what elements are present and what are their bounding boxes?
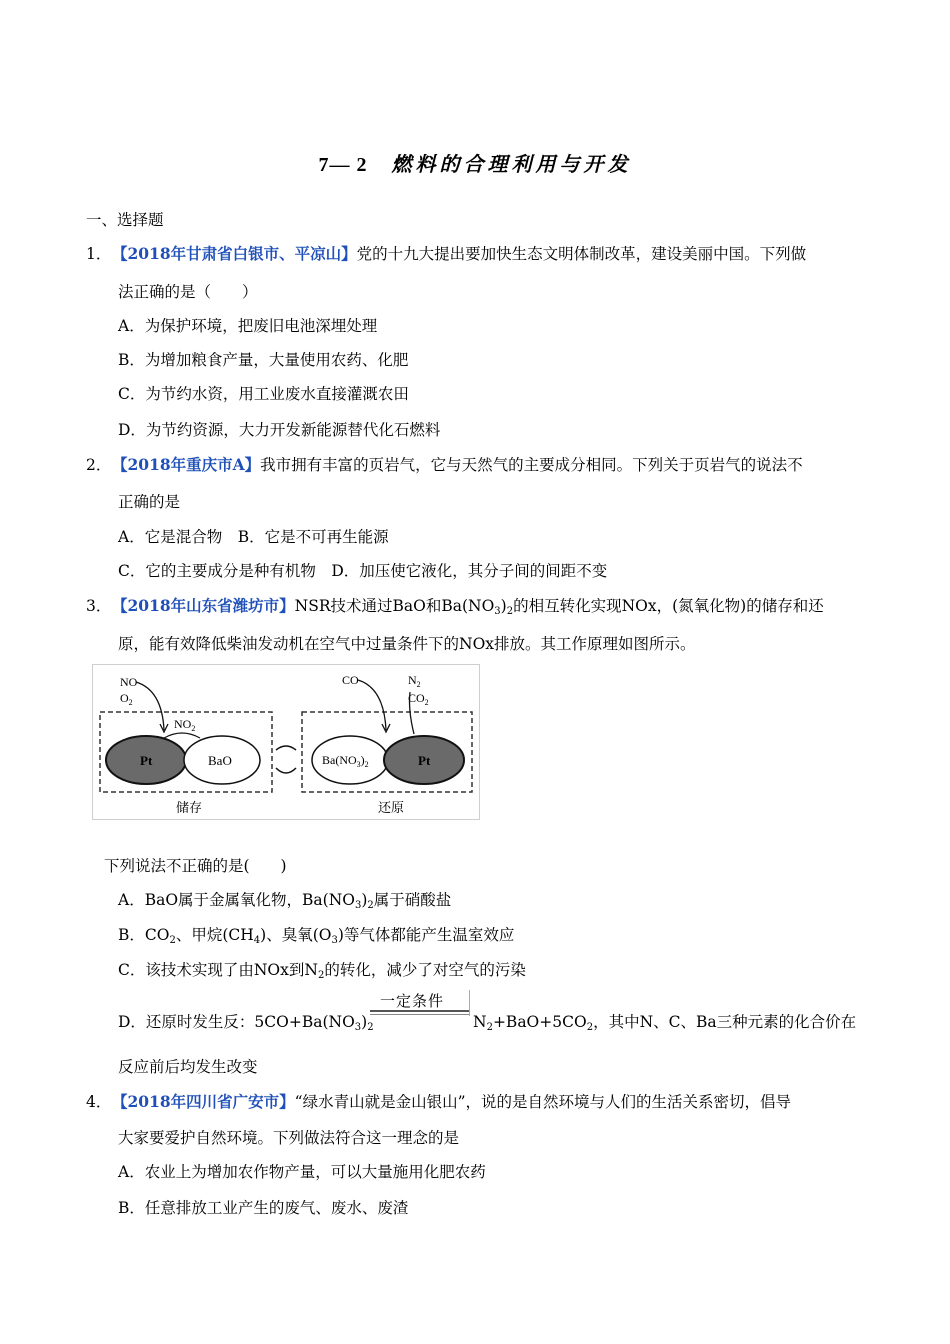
subscript: 2 [317, 970, 325, 981]
question-3-stem-part: 的相互转化实现NOx，(氮氧化物)的储存和还 [513, 597, 824, 615]
pt-label-right: Pt [418, 753, 431, 768]
question-number-4: 4． [86, 1093, 112, 1111]
subscript: 3 [354, 1022, 362, 1033]
subscript: 2 [506, 606, 514, 617]
subscript: 2 [486, 1022, 493, 1033]
subscript: 2 [367, 1022, 374, 1033]
no2-text: NO [174, 717, 192, 731]
page-title [0, 148, 950, 177]
question-3-stem-line1 [112, 596, 824, 616]
question-1-source: 【2018年甘肃省白银市、平凉山】 [112, 244, 357, 263]
pt-label-left: Pt [140, 753, 153, 768]
condition-line [370, 1014, 470, 1015]
question-3-option-d-left [118, 1012, 374, 1032]
nsr-diagram [92, 664, 480, 820]
question-4-stem-line2: 大家要爱护自然环境。下列做法符合这一理念的是 [118, 1129, 460, 1147]
option-text: 、甲烷(CH [175, 926, 254, 944]
reaction-condition [370, 990, 470, 1026]
subscript: 2 [424, 698, 429, 707]
question-2-stem-line2: 正确的是 [118, 493, 181, 511]
question-number-2: 2． [86, 456, 112, 474]
question-2-options-ab: A．它是混合物 B．它是不可再生能源 [118, 528, 389, 546]
option-text: ) [361, 1013, 368, 1031]
title-text: 燃料的合理利用与开发 [391, 152, 632, 176]
option-text: 属于硝酸盐 [373, 891, 452, 909]
subscript: 2 [191, 724, 196, 733]
question-2-source: 【2018年重庆市A】 [112, 455, 261, 474]
title-number: 7— 2 [318, 154, 368, 176]
option-text: N [473, 1013, 487, 1031]
banoo-text: Ba(NO [322, 753, 357, 767]
question-3-stem-part: ) [500, 597, 507, 615]
subscript: 3 [356, 760, 361, 769]
question-3-option-d-right [473, 1012, 856, 1032]
question-2-stem-line1 [112, 455, 803, 475]
question-4-stem-text: “绿水青山就是金山银山”，说的是自然环境与人们的生活关系密切，倡导 [294, 1093, 791, 1111]
question-3-option-b [118, 925, 514, 945]
option-text: +BaO+5CO [492, 1013, 587, 1031]
question-3-source: 【2018年山东省潍坊市】 [112, 596, 295, 615]
subscript: 2 [128, 698, 133, 707]
question-1-stem-line1 [112, 244, 806, 264]
condition-text: 一定条件 [380, 992, 445, 1010]
question-1-option-c: C．为节约水资，用工业废水直接灌溉农田 [118, 385, 409, 403]
subscript: 2 [586, 1022, 594, 1033]
condition-line [370, 1010, 470, 1012]
subscript: 2 [169, 935, 176, 946]
option-text: C．该技术实现了由NOx到N [118, 961, 318, 979]
question-4-stem-line1 [112, 1092, 791, 1112]
condition-bar [469, 990, 470, 1016]
option-text: )、臭氧(O [260, 926, 332, 944]
question-1-option-d: D．为节约资源，大力开发新能源替代化石燃料 [118, 421, 441, 439]
subscript: 3 [354, 900, 362, 911]
question-3-stem-part: NSR技术通过BaO和Ba(NO [294, 597, 495, 615]
option-text: 的转化，减少了对空气的污染 [324, 961, 526, 979]
question-4-option-b: B．任意排放工业产生的废气、废水、废渣 [118, 1199, 409, 1217]
question-number-3: 3． [86, 597, 112, 615]
question-3-prompt: 下列说法不正确的是( ) [104, 857, 287, 875]
banoo-label [322, 753, 369, 769]
question-2-stem-text: 我市拥有丰富的页岩气，它与天然气的主要成分相同。下列关于页岩气的说法不 [260, 456, 803, 474]
subscript: 2 [364, 760, 369, 769]
subscript: 2 [367, 900, 374, 911]
option-text: B．CO [118, 926, 170, 944]
question-1-option-b: B．为增加粮食产量，大量使用农药、化肥 [118, 351, 409, 369]
question-3-option-d-line2: 反应前后均发生改变 [118, 1058, 258, 1076]
question-3-option-a [118, 890, 451, 910]
input-no-label: NO [120, 675, 138, 689]
banoo-text: ) [360, 753, 365, 767]
question-4-option-a: A．农业上为增加农作物产量，可以大量施用化肥农药 [118, 1163, 486, 1181]
input-co-label: CO [342, 673, 359, 687]
section-heading: 一、选择题 [86, 211, 164, 229]
option-text: )等气体都能产生温室效应 [337, 926, 515, 944]
question-number-1: 1． [86, 245, 112, 263]
o2-text: O [120, 691, 129, 705]
question-1-stem-line2: 法正确的是（ ） [118, 283, 258, 301]
subscript: 3 [331, 935, 338, 946]
question-3-stem-line2: 原，能有效降低柴油发动机在空气中过量条件下的NOx排放。其工作原理如图所示。 [118, 635, 696, 653]
storage-label: 储存 [176, 801, 203, 816]
option-text: D．还原时发生反：5CO+Ba(NO [118, 1013, 355, 1031]
subscript: 2 [416, 680, 421, 689]
subscript: 3 [494, 606, 501, 617]
question-1-option-a: A．为保护环境，把废旧电池深埋处理 [118, 317, 378, 335]
bao-label: BaO [208, 753, 232, 768]
reduction-label: 还原 [378, 801, 405, 816]
question-4-source: 【2018年四川省广安市】 [112, 1092, 295, 1111]
option-text: A．BaO属于金属氧化物，Ba(NO [118, 891, 355, 909]
subscript: 4 [253, 935, 261, 946]
option-text: ) [361, 891, 368, 909]
question-2-options-cd: C．它的主要成分是种有机物 D．加压使它液化，其分子间的间距不变 [118, 562, 608, 580]
question-3-option-c [118, 960, 526, 980]
co2-text: CO [408, 691, 425, 705]
n2-text: N [408, 673, 417, 687]
question-1-stem-text: 党的十九大提出要加快生态文明体制改革，建设美丽中国。下列做 [356, 245, 807, 263]
option-text: ，其中N、C、Ba三种元素的化合价在 [593, 1013, 857, 1031]
